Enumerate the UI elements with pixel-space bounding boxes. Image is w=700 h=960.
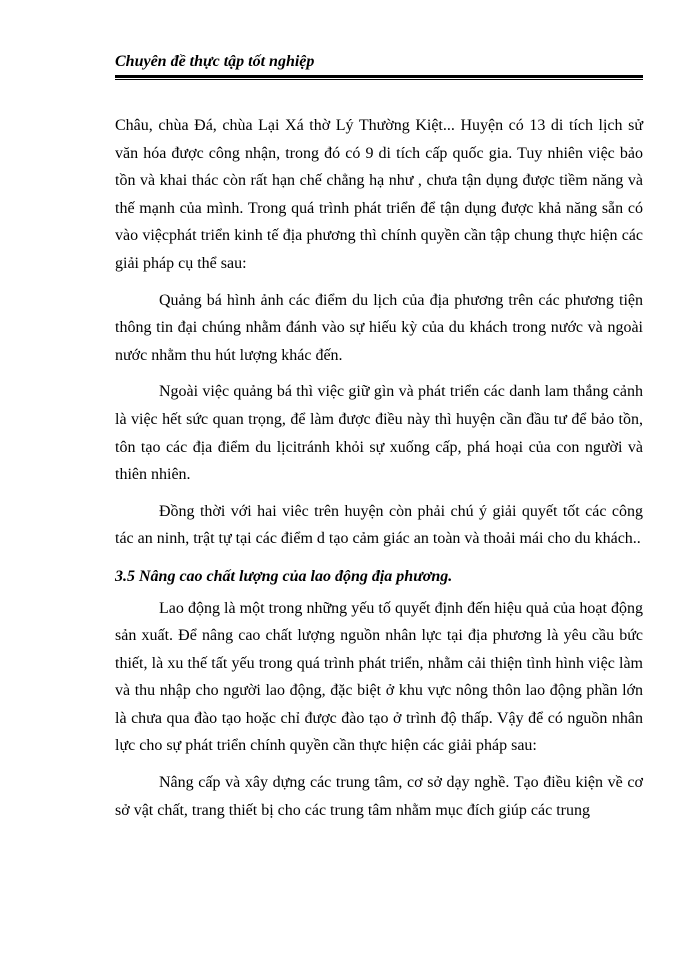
paragraph-security: Đồng thời với hai viêc trên huyện còn phải chú ý giải quyết tốt các công tác an ninh, trật tự tại các điểm d tạo cảm giác an toàn và thoải mái cho du khách..	[115, 502, 643, 548]
page-header	[115, 52, 643, 80]
header-rule	[115, 75, 643, 78]
header-rule-thin	[115, 79, 643, 80]
paragraph-labor: Lao động là một trong những yếu tố quyết định đến hiệu quả của hoạt động sản xuất. Để nâng cao chất lượng nguồn nhân lực tại địa phương là yêu cầu bức thiết, là xu thế tất yếu trong quá trình phát triển, nhằm cải thiện tình hình việc làm và thu nhập cho người lao động, đặc biệt ở khu vực nông thôn lao động phần lớn là chưa qua đào tạo hoặc chỉ được đào tạo ở trình độ thấp. Vậy để có nguồn nhân lực cho sự phát triển chính quyền cần thực hiện các giải pháp sau:	[115, 599, 643, 755]
paragraph-training-centers: Nâng cấp và xây dựng các trung tâm, cơ sở dạy nghề. Tạo điều kiện về cơ sở vật chất, trang thiết bị cho các trung tâm nhằm mục đích giúp các trung	[115, 774, 643, 819]
paragraph-promotion: Quảng bá hình ảnh các điểm du lịch của địa phương trên các phương tiện thông tin đại chúng nhằm đánh vào sự hiếu kỳ của du khách trong nước và ngoài nước nhằm thu hút lượng khác đến.	[115, 291, 643, 364]
paragraph-preservation: Ngoài việc quảng bá thì việc giữ gìn và phát triển các danh lam thắng cảnh là việc hết sức quan trọng, để làm được điều này thì huyện cần đầu tư để bảo tồn, tôn tạo các địa điểm du lịcitránh khỏi sự xuống cấp, phá hoại của con người và thiên nhiên.	[115, 383, 643, 484]
header-title: Chuyên đề thực tập tốt nghiệp	[115, 53, 315, 70]
document-body	[115, 112, 643, 824]
paragraph-continued: Châu, chùa Đá, chùa Lại Xá thờ Lý Thường Kiệt... Huyện có 13 di tích lịch sử văn hóa được công nhận, trong đó có 9 di tích cấp quốc gia. Tuy nhiên việc bảo tồn và khai thác còn rất hạn chế chẳng hạ như , chưa tận dụng được tiềm năng và thế mạnh của mình. Trong quá trình phát triển để tận dụng được khả năng sẵn có vào việcphát triển kinh tế địa phương thì chính quyền cần tập chung thực hiện các giải pháp cụ thể sau:	[115, 117, 643, 272]
section-heading: 3.5 Nâng cao chất lượng của lao động địa phương.	[115, 567, 453, 585]
